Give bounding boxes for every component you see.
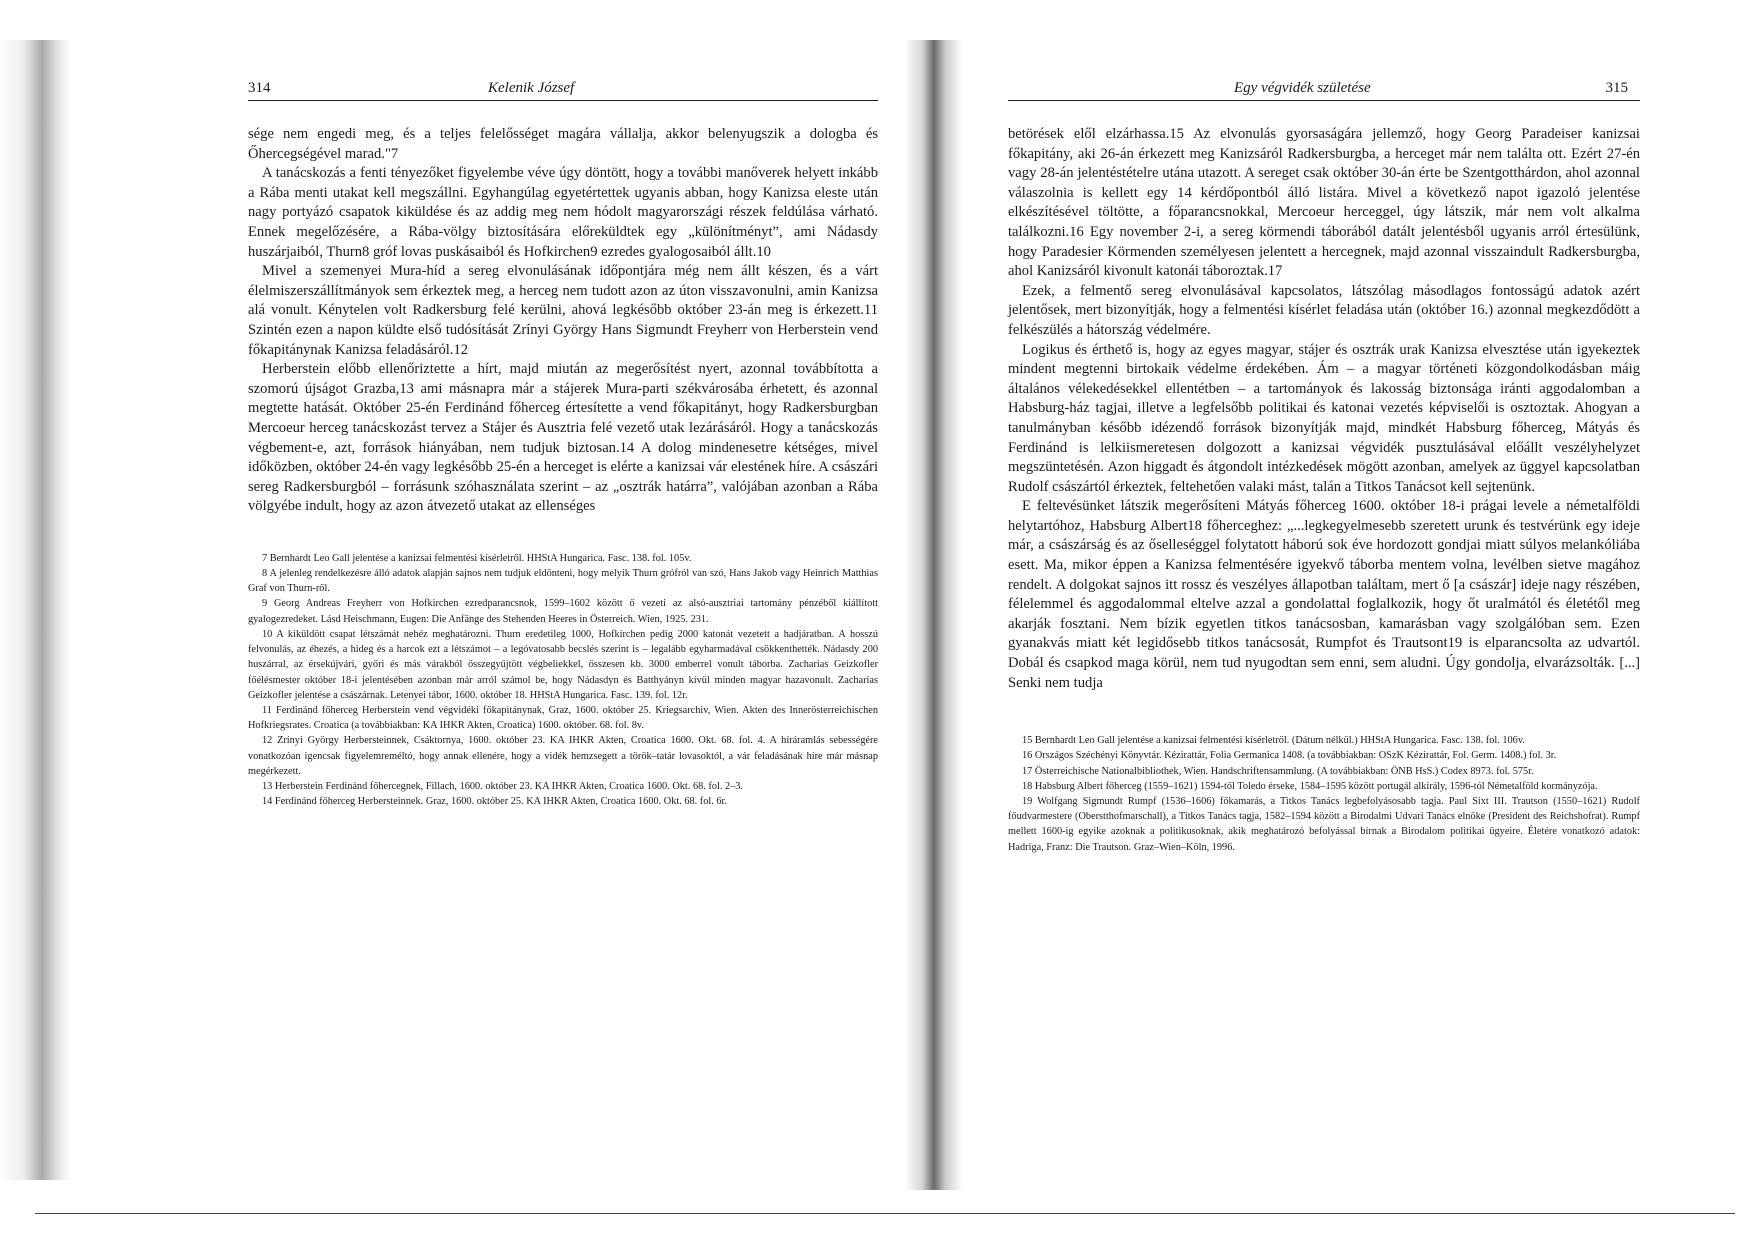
right-page-header <box>1008 78 1640 101</box>
footnote: 15 Bernhardt Leo Gall jelentése a kanizsai felmentési kísérletről. (Dátum nélkül.) HHStA Hungarica. Fasc. 138. fol. 106v. <box>1022 735 1525 747</box>
paragraph: Ezek, a felmentő sereg elvonulásával kapcsolatos, látszólag másodlagos fontosságú adatok azért jelentősek, mert bizonyítják, hogy a felmentési kísérlet feladása után (október 16.) azonnal megkezdődött a felkészülés a hátország védelmére. <box>1008 282 1640 338</box>
paragraph: sége nem engedi meg, és a teljes felelősséget magára vállalja, akkor belenyugszik a dologba és Őhercegségével marad."7 <box>248 126 878 162</box>
running-title: Kelenik József <box>488 80 575 96</box>
footnote: 12 Zrínyi György Herbersteinnek, Csáktornya, 1600. október 23. KA IHKR Akten, Croatica 1600. Okt. 68. fol. 4. A híráramlás sebességére vonatkozóan igencsak figyelemreméltó, hogy annak ellenére, hogy a vidék hemzsegett a török–tatár lovasoktól, a vár feladásának híre már másnap megérkezett. <box>248 735 878 777</box>
paragraph: A tanácskozás a fenti tényezőket figyelembe véve úgy döntött, hogy a további manőverek helyett inkább a Rába menti utakat kell megszállni. Egyhangúlag egyetértettek ugyanis abban, hogy Kanizsa eleste után nagy portyázó csapatok kiküldése és az addig meg nem hódolt magyarországi részek feldúlása várható. Ennek megelőzésére, a Rába-völgy biztosítására előreküldtek egy „különítményt”, ami Nádasdy huszárjaiból, Thurn8 gróf lovas puskásaiból és Hofkirchen9 ezredes gyalogosaiból állt.10 <box>248 165 878 260</box>
left-page <box>248 78 878 809</box>
footnote: 13 Herberstein Ferdinánd főhercegnek, Fillach, 1600. október 23. KA IHKR Akten, Croatica 1600. Okt. 68. fol. 2–3. <box>262 780 743 792</box>
footnote: 7 Bernhardt Leo Gall jelentése a kanizsai felmentési kísérletről. HHStA Hungarica. Fasc. 138. fol. 105v. <box>262 552 692 564</box>
footnote: 16 Országos Széchényi Könyvtár. Kézirattár, Folia Germanica 1408. (a továbbiakban: OSzK Kézirattár, Fol. Germ. 1408.) fol. 3r. <box>1022 750 1557 762</box>
left-footnotes <box>248 551 878 809</box>
footnote: 9 Georg Andreas Freyherr von Hofkirchen ezredparancsnok, 1599–1602 között ő vezeti az alsó-ausztriai tartomány pénzéből kiállított gyalogezredeket. Lásd Heischmann, Eugen: Die Anfänge des Stehenden Heeres in Österreich. Wien, 1925. 231. <box>248 598 878 625</box>
page-number: 314 <box>248 80 271 96</box>
left-page-header <box>248 78 878 101</box>
running-title: Egy végvidék születése <box>1234 80 1371 96</box>
paragraph: Mivel a szemenyei Mura-híd a sereg elvonulásának időpontjára még nem állt készen, és a várt élelmiszerszállítmányok sem érkeztek meg, a herceg nem tudott azon az úton visszavonulni, amin Kanizsa alá vonult. Kénytelen volt Radkersburg felé kerülni, ahová legkésőbb október 23-án meg is érkezett.11 Szintén ezen a napon küldte első tudósítását Zrínyi György Hans Sigmundt Freyherr von Herberstein vend főkapitánynak Kanizsa feladásáról.12 <box>248 263 878 358</box>
right-body-text <box>1008 125 1640 693</box>
right-page <box>1008 78 1640 855</box>
right-footnotes <box>1008 733 1640 855</box>
paragraph: betörések elől elzárhassa.15 Az elvonulás gyorsaságára jellemző, hogy Georg Paradeiser kanizsai főkapitány, aki 26-án érkezett meg Kanizsáról Radkersburgba, a herceget már nem találta ott. Ezért 27-én vagy 28-án jelentéstételre utána utazott. A sereget csak október 30-án érte be Szentgotthárdon, ahol azonnal válaszolnia is kellett egy 14 kérdőpontból álló listára. Mivel a következő napot igazoló jelentése elkészítésével töltötte, a főparancsnokkal, Mercoeur herceggel, úgy látszik, már nem volt alkalma találkozni.16 Egy november 2-i, a sereg körmendi táborából datált jelentésből ugyanis arról értesülünk, hogy Paradesier Körmenden személyesen jelentett a hercegnek, majd azonnal visszaindult Radkersburgba, ahol Kanizsáról kivonult katonái táboroztak.17 <box>1008 126 1640 280</box>
book-spine-shadow <box>905 40 963 1190</box>
paragraph: Logikus és érthető is, hogy az egyes magyar, stájer és osztrák urak Kanizsa elvesztése után igyekeztek mindent megtenni birtokaik védelme érdekében. Ám – a magyar történeti közgondolkodásban máig általános vélekedésekkel ellentétben – a tartományok és lakosság biztonsága iránti aggodalomban a Habsburg-ház tagjai, illetve a legfelsőbb politikai és katonai vezetés képviselői is osztoztak. Ahogyan a tanulmányban később idézendő források bizonyítják majd, mindkét Habsburg főherceg, Mátyás és Ferdinánd is lelkiismeretesen dolgozott a kanizsai végvidék pusztulásával előállt veszélyhelyzet megszüntetésén. Azon higgadt és átgondolt intézkedések mögött azonban, amelyek az üggyel kapcsolatban Rudolf császártól érkeztek, feltehetően valaki mást, talán a Titkos Tanácsot kell sejtenünk. <box>1008 341 1640 495</box>
footnote: 14 Ferdinánd főherceg Herbersteinnek. Graz, 1600. október 25. KA IHKR Akten, Croatica 1600. Okt. 68. fol. 6r. <box>262 796 727 808</box>
footnote: 8 A jelenleg rendelkezésre álló adatok alapján sajnos nem tudjuk eldönteni, hogy melyik Thurn grófról van szó, Hans Jakob vagy Heinrich Matthias Graf von Thurn-ről. <box>248 568 878 595</box>
paragraph: E feltevésünket látszik megerősíteni Mátyás főherceg 1600. október 18-i prágai levele a németalföldi helytartóhoz, Habsburg Albert18 főherceghez: „...legkegyelmesebb szeretett urunk és testvérünk egy ideje már, a császárság és az őselleséggel folytatott háború sok éve hordozott gondjai miatt súlyos melankóliába esett. Ma, mikor éppen a Kanizsa felmentésére igyekvő táborba mentem volna, levélben sietve magához rendelt. A dolgokat sajnos itt rossz és veszélyes állapotban találtam, mert ő [a császár] ideje nagy részében, félelemmel és aggodalommal eltelve azzal a gondolattal foglalkozik, hogy őt uralmától és életétől meg akarják fosztani. Nem bízik egyetlen titkos tanácsosban, kamarásban vagy szolgálóban sem. Ezen gyanakvás miatt két legidősebb titkos tanácsosát, Rumpfot és Trautsont19 is elparancsolta az udvartól. Dobál és csapkod maga körül, nem tud nyugodtan sem enni, sem aludni. Úgy gondolja, elvarázsolták. [...] Senki nem tudja <box>1008 498 1640 691</box>
footnote: 10 A kiküldött csapat létszámát nehéz meghatározni. Thurn eredetileg 1000, Hofkirchen pedig 2000 katonát vezetett a hadjáratban. A hosszú felvonulás, az éhezés, a hideg és a harcok ezt a létszámot – a legóvatosabb becslés szerint is – legalább egyharmadával csökkenthették. Nádasdy 200 huszárral, az érsekújvári, győri és más várakból összegyűjtött végbeliekkel, összesen kb. 3000 emberrel vonult táborba. Zacharias Geizkofler főélésmester október 18-i jelentésében azonban már arról számol be, hogy Nádasdyn és Batthyányn kívül minden magyar hazavonult. Zacharias Geizkofler jelentése a császárnak. Letenyei tábor, 1600. október 18. HHStA Hungarica. Fasc. 139. fol. 12r. <box>248 628 878 701</box>
footnote: 17 Österreichische Nationalbibliothek, Wien. Handschriftensammlung. (A továbbiakban: ÖNB HsS.) Codex 8973. fol. 575r. <box>1022 765 1534 777</box>
left-body-text <box>248 125 878 517</box>
page-edge-shadow <box>0 40 70 1180</box>
scan-bottom-line <box>35 1213 1735 1214</box>
footnote: 11 Ferdinánd főherceg Herberstein vend végvidéki főkapitánynak, Graz, 1600. október 25. Kriegsarchiv, Wien. Akten des Innerösterreichischen Hofkriegsrates. Croatica (a továbbiakban: KA IHKR Akten, Croatica) 1600. október. 68. fol. 8v. <box>248 704 878 732</box>
paragraph: Herberstein előbb ellenőriztette a hírt, majd miután az megerősítést nyert, azonnal továbbította a szomorú újságot Grazba,13 ami másnapra már a stájerek Mura-parti székvárosába érhetett, és azonnal megtette hatását. Október 25-én Ferdinánd főherceg értesítette a vend főkapitányt, hogy Radkersburgban Mercoeur herceg tanácskozást tervez a Stájer és Ausztria felé vezető utak lezárásáról. Hogy a tanácskozás végbement-e, azt, források hiányában, nem tudjuk biztosan.14 A dolog mindenesetre kétséges, mivel időközben, október 24-én vagy legkésőbb 25-én a herceget is elérte a kanizsai vár elestének híre. A császári sereg Radkersburgból – forrásunk szóhasználata szerint – az „osztrák határra”, valójában azonban a Rába völgyébe indult, hogy az azon átvezető utakat az ellenséges <box>248 361 878 515</box>
footnote: 18 Habsburg Albert főherceg (1559–1621) 1594-től Toledo érseke, 1584–1595 között portugál alkirály, 1596-tól Németalföld kormányzója. <box>1022 780 1598 792</box>
page-number: 315 <box>1605 80 1628 96</box>
footnote: 19 Wolfgang Sigmundt Rumpf (1536–1606) főkamarás, a Titkos Tanács legbefolyásosabb tagja. Paul Sixt III. Trautson (1550–1621) Rudolf főudvarmestere (Oberstthofmarschall), a Titkos Tanács tagja, 1582–1594 között a Birodalmi Udvari Tanács elnöke (President des Reichshofrat). Rumpf mellett 1600-ig egyike azoknak a politikusoknak, akik meghatározó befolyással bírnak a Birodalom politikai ügyeire. Életére vonatkozó adatok: Hadriga, Franz: Die Trautson. Graz–Wien–Köln, 1996. <box>1008 796 1640 853</box>
